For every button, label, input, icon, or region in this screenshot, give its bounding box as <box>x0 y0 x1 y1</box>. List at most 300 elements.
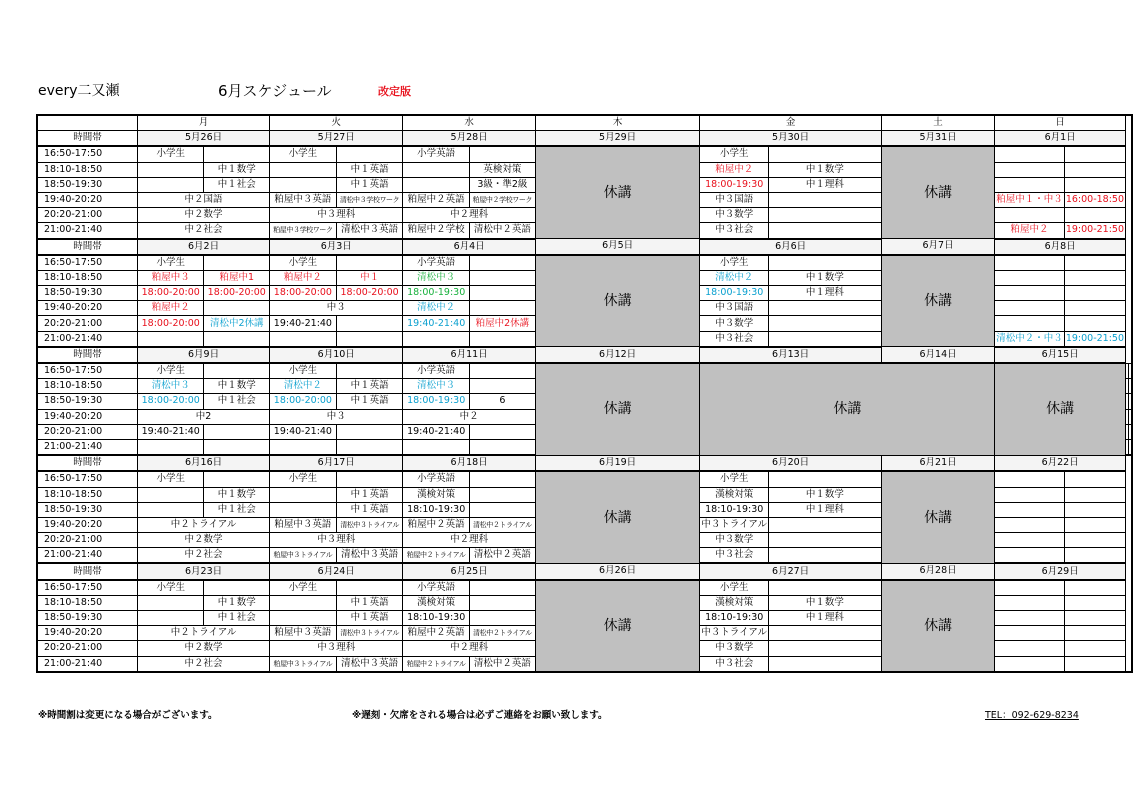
corner-cell <box>37 115 138 131</box>
class-cell: 中１理科 <box>768 611 881 626</box>
class-cell <box>995 517 1065 532</box>
date-cell: 6月8日 <box>995 239 1126 255</box>
class-cell <box>469 611 535 626</box>
class-cell: 中１理科 <box>768 177 881 192</box>
class-cell <box>768 208 881 223</box>
class-cell <box>1064 146 1125 162</box>
class-cell: 小学英語 <box>403 363 470 379</box>
class-cell <box>995 471 1065 487</box>
class-cell <box>204 255 270 271</box>
class-cell: 小学生 <box>700 255 769 271</box>
date-cell: 6月6日 <box>700 239 881 255</box>
class-cell <box>336 424 403 439</box>
class-cell: 19:40-21:40 <box>270 424 337 439</box>
class-cell: 18:10-19:30 <box>700 611 769 626</box>
class-cell: 19:00-21:50 <box>1064 331 1125 347</box>
class-cell: 漢検対策 <box>403 487 470 502</box>
time-slot-row <box>37 363 1132 379</box>
time-slot-cell: 19:40-20:20 <box>37 192 138 207</box>
revision-label: 改定版 <box>378 85 411 98</box>
class-cell <box>1064 255 1125 271</box>
class-cell: 19:40-21:40 <box>403 424 470 439</box>
date-cell: 6月12日 <box>535 347 700 363</box>
closed-day-cell: 休講 <box>535 146 700 238</box>
date-row <box>37 239 1132 255</box>
time-slot-cell: 18:10-18:50 <box>37 379 138 394</box>
class-cell: 3級・準2級 <box>469 177 535 192</box>
class-cell: 小学生 <box>270 580 337 596</box>
class-cell <box>336 255 403 271</box>
class-cell <box>768 626 881 641</box>
date-cell: 5月31日 <box>881 131 994 147</box>
class-cell <box>768 656 881 672</box>
class-cell: 小学英語 <box>403 146 470 162</box>
time-slot-cell: 16:50-17:50 <box>37 580 138 596</box>
date-cell: 6月21日 <box>881 455 994 471</box>
class-cell: 中１理科 <box>768 502 881 517</box>
class-cell: 清松中３ <box>403 379 470 394</box>
class-cell <box>1064 487 1125 502</box>
day-header-cell: 水 <box>403 115 535 131</box>
closed-day-cell: 休講 <box>995 363 1126 455</box>
class-cell: 清松中３英語 <box>336 223 403 239</box>
date-cell: 6月16日 <box>138 455 270 471</box>
class-cell: 粕屋中２学校 <box>403 223 470 239</box>
class-cell <box>204 424 270 439</box>
class-cell: 粕屋中２英語 <box>403 192 470 207</box>
date-cell: 6月20日 <box>700 455 881 471</box>
class-cell <box>995 656 1065 672</box>
class-cell: 中３理科 <box>270 208 403 223</box>
class-cell <box>995 208 1065 223</box>
class-cell: 中２社会 <box>138 548 270 564</box>
class-cell <box>469 363 535 379</box>
class-cell: 中２トライアル <box>138 626 270 641</box>
class-cell: 中３数学 <box>700 533 769 548</box>
class-cell: 中１英語 <box>336 379 403 394</box>
class-cell: 中１数学 <box>204 487 270 502</box>
class-cell: 中１数学 <box>768 162 881 177</box>
class-cell: 粕屋中２ <box>270 270 337 285</box>
class-cell: 小学生 <box>138 255 204 271</box>
class-cell: 19:00-21:50 <box>1064 223 1125 239</box>
time-slot-cell: 18:10-18:50 <box>37 595 138 610</box>
date-cell: 6月25日 <box>403 563 535 579</box>
class-cell <box>204 439 270 455</box>
date-cell: 6月24日 <box>270 563 403 579</box>
time-slot-header: 時間帯 <box>37 131 138 147</box>
class-cell <box>204 471 270 487</box>
class-cell <box>204 363 270 379</box>
class-cell <box>138 487 204 502</box>
date-cell: 6月3日 <box>270 239 403 255</box>
class-cell <box>768 316 881 331</box>
class-cell: 清松中２・中３ <box>995 331 1065 347</box>
class-cell <box>1064 611 1125 626</box>
class-cell: 中２数学 <box>138 208 270 223</box>
class-cell: 中３社会 <box>700 223 769 239</box>
class-cell: 18:00-20:00 <box>138 316 204 331</box>
class-cell: 中３理科 <box>270 641 403 656</box>
footer-tel: TEL：092-629-8234 <box>985 710 1079 721</box>
date-cell: 6月2日 <box>138 239 270 255</box>
class-cell <box>768 223 881 239</box>
class-cell: 小学生 <box>138 363 204 379</box>
time-slot-cell: 18:10-18:50 <box>37 162 138 177</box>
class-cell: 中３数学 <box>700 208 769 223</box>
class-cell: 中１数学 <box>768 487 881 502</box>
date-cell: 6月11日 <box>403 347 535 363</box>
class-cell: 中２社会 <box>138 656 270 672</box>
class-cell <box>768 331 881 347</box>
day-header-cell: 土 <box>881 115 994 131</box>
class-cell: 中１英語 <box>336 502 403 517</box>
class-cell: 18:00-20:00 <box>336 286 403 301</box>
class-cell <box>1064 208 1125 223</box>
footer-note-schedule-change: ※時間割は変更になる場合がございます。 <box>38 710 218 721</box>
class-cell <box>1129 379 1133 394</box>
time-slot-cell: 20:20-21:00 <box>37 316 138 331</box>
class-cell: 中３社会 <box>700 656 769 672</box>
class-cell <box>270 611 337 626</box>
class-cell: 中３ <box>270 301 403 316</box>
class-cell: 18:00-20:00 <box>138 286 204 301</box>
class-cell <box>270 487 337 502</box>
class-cell <box>1064 286 1125 301</box>
time-slot-cell: 19:40-20:20 <box>37 626 138 641</box>
class-cell: 中１英語 <box>336 611 403 626</box>
time-slot-row <box>37 580 1132 596</box>
class-cell <box>768 533 881 548</box>
class-cell: 中３国語 <box>700 301 769 316</box>
date-cell: 5月28日 <box>403 131 535 147</box>
class-cell <box>995 162 1065 177</box>
class-cell: 小学生 <box>138 471 204 487</box>
class-cell: 小学英語 <box>403 580 470 596</box>
class-cell: 清松中２トライアル <box>469 626 535 641</box>
class-cell <box>1064 270 1125 285</box>
class-cell <box>1064 595 1125 610</box>
class-cell <box>1064 301 1125 316</box>
day-header-cell: 木 <box>535 115 700 131</box>
date-cell: 6月28日 <box>881 563 994 579</box>
class-cell: 中２ <box>403 409 535 424</box>
time-slot-row <box>37 146 1132 162</box>
time-slot-cell: 18:50-19:30 <box>37 177 138 192</box>
class-cell <box>138 439 204 455</box>
class-cell <box>1129 409 1133 424</box>
class-cell <box>138 331 204 347</box>
class-cell: 中２国語 <box>138 192 270 207</box>
time-slot-cell: 18:50-19:30 <box>37 611 138 626</box>
class-cell <box>403 439 470 455</box>
time-slot-cell: 19:40-20:20 <box>37 409 138 424</box>
class-cell: 清松中２ <box>403 301 470 316</box>
class-cell: 粕屋中２トライアル <box>403 548 470 564</box>
class-cell: 中３トライアル <box>700 517 769 532</box>
time-slot-cell: 16:50-17:50 <box>37 363 138 379</box>
class-cell: 中１数学 <box>768 270 881 285</box>
class-cell: 中１英語 <box>336 177 403 192</box>
time-slot-cell: 16:50-17:50 <box>37 471 138 487</box>
class-cell: 清松中２ <box>270 379 337 394</box>
class-cell: 中３数学 <box>700 641 769 656</box>
class-cell <box>995 487 1065 502</box>
class-cell <box>1064 316 1125 331</box>
date-cell: 6月23日 <box>138 563 270 579</box>
class-cell: 6 <box>469 394 535 409</box>
class-cell <box>995 177 1065 192</box>
class-cell: 粕屋中２トライアル <box>403 656 470 672</box>
class-cell: 中３社会 <box>700 548 769 564</box>
class-cell: 清松中３学校ワーク <box>336 192 403 207</box>
class-cell: 粕屋中３英語 <box>270 192 337 207</box>
class-cell: 中１社会 <box>204 394 270 409</box>
class-cell <box>995 626 1065 641</box>
class-cell: 中１数学 <box>204 595 270 610</box>
date-cell: 6月7日 <box>881 239 994 255</box>
class-cell <box>1064 626 1125 641</box>
class-cell <box>1064 548 1125 564</box>
class-cell <box>469 255 535 271</box>
time-slot-cell: 20:20-21:00 <box>37 424 138 439</box>
class-cell <box>1064 656 1125 672</box>
class-cell: 18:10-19:30 <box>700 502 769 517</box>
class-cell: 小学生 <box>138 580 204 596</box>
class-cell: 18:00-20:00 <box>138 394 204 409</box>
time-slot-cell: 18:50-19:30 <box>37 394 138 409</box>
closed-day-cell: 休講 <box>535 255 700 347</box>
date-cell: 5月27日 <box>270 131 403 147</box>
class-cell <box>469 301 535 316</box>
class-cell: 小学生 <box>270 363 337 379</box>
time-slot-cell: 20:20-21:00 <box>37 533 138 548</box>
class-cell: 16:00-18:50 <box>1064 192 1125 207</box>
class-cell: 中２理科 <box>403 533 535 548</box>
class-cell: 中３トライアル <box>700 626 769 641</box>
closed-day-cell: 休講 <box>535 363 700 455</box>
class-cell <box>995 502 1065 517</box>
class-cell: 中１英語 <box>336 487 403 502</box>
time-slot-cell: 20:20-21:00 <box>37 641 138 656</box>
date-cell: 6月9日 <box>138 347 270 363</box>
schedule-table <box>36 114 1133 673</box>
class-cell <box>138 611 204 626</box>
class-cell: 清松中２ <box>700 270 769 285</box>
class-cell: 粕屋中２ <box>700 162 769 177</box>
class-cell <box>469 331 535 347</box>
date-cell: 6月29日 <box>995 563 1126 579</box>
class-cell <box>1064 641 1125 656</box>
class-cell <box>469 379 535 394</box>
class-cell <box>336 316 403 331</box>
class-cell: 中２数学 <box>138 641 270 656</box>
class-cell <box>768 301 881 316</box>
class-cell: 清松中３トライアル <box>336 517 403 532</box>
class-cell <box>768 146 881 162</box>
class-cell: 粕屋中３英語 <box>270 626 337 641</box>
class-cell <box>403 331 470 347</box>
class-cell <box>995 270 1065 285</box>
class-cell: 中１ <box>336 270 403 285</box>
class-cell <box>204 331 270 347</box>
class-cell: 英検対策 <box>469 162 535 177</box>
class-cell <box>469 286 535 301</box>
class-cell <box>403 177 470 192</box>
class-cell <box>768 255 881 271</box>
class-cell: 清松中２英語 <box>469 656 535 672</box>
class-cell <box>995 146 1065 162</box>
date-cell: 6月19日 <box>535 455 700 471</box>
class-cell <box>1064 177 1125 192</box>
class-cell: 粕屋中２英語 <box>403 626 470 641</box>
date-cell: 6月13日 <box>700 347 881 363</box>
class-cell: 中３ <box>270 409 403 424</box>
class-cell: 中１理科 <box>768 286 881 301</box>
class-cell <box>469 146 535 162</box>
class-cell <box>336 580 403 596</box>
time-slot-cell: 21:00-21:40 <box>37 548 138 564</box>
closed-day-cell: 休講 <box>700 363 995 455</box>
class-cell <box>1129 363 1133 379</box>
class-cell <box>204 580 270 596</box>
date-row <box>37 455 1132 471</box>
class-cell <box>1064 580 1125 596</box>
class-cell: 中３社会 <box>700 331 769 347</box>
date-cell: 6月4日 <box>403 239 535 255</box>
class-cell: 小学生 <box>700 471 769 487</box>
class-cell <box>768 517 881 532</box>
time-slot-cell: 21:00-21:40 <box>37 223 138 239</box>
class-cell: 18:00-19:30 <box>403 394 470 409</box>
class-cell: 小学英語 <box>403 255 470 271</box>
class-cell: 粕屋中３学校ワーク <box>270 223 337 239</box>
time-slot-cell: 19:40-20:20 <box>37 517 138 532</box>
class-cell <box>469 487 535 502</box>
date-cell: 6月1日 <box>995 131 1126 147</box>
class-cell: 18:00-20:00 <box>270 286 337 301</box>
time-slot-cell: 20:20-21:00 <box>37 208 138 223</box>
time-slot-cell: 19:40-20:20 <box>37 301 138 316</box>
class-cell <box>469 595 535 610</box>
class-cell <box>1129 394 1133 409</box>
class-cell: 中２理科 <box>403 641 535 656</box>
class-cell <box>995 255 1065 271</box>
class-cell <box>995 301 1065 316</box>
class-cell <box>768 471 881 487</box>
class-cell <box>336 331 403 347</box>
closed-day-cell: 休講 <box>881 146 994 238</box>
class-cell: 粕屋中２英語 <box>403 517 470 532</box>
time-slot-cell: 18:10-18:50 <box>37 270 138 285</box>
class-cell: 清松中３英語 <box>336 548 403 564</box>
day-header-cell: 火 <box>270 115 403 131</box>
closed-day-cell: 休講 <box>881 471 994 563</box>
class-cell: 中１社会 <box>204 611 270 626</box>
date-cell: 6月27日 <box>700 563 881 579</box>
class-cell <box>270 502 337 517</box>
class-cell: 中３国語 <box>700 192 769 207</box>
class-cell: 小学生 <box>700 146 769 162</box>
time-slot-cell: 21:00-21:40 <box>37 656 138 672</box>
class-cell: 小学生 <box>270 255 337 271</box>
day-header-row <box>37 115 1132 131</box>
class-cell: 中１数学 <box>204 162 270 177</box>
class-cell <box>336 363 403 379</box>
class-cell: 中１数学 <box>768 595 881 610</box>
class-cell <box>469 471 535 487</box>
day-header-cell: 金 <box>700 115 881 131</box>
class-cell: 中２社会 <box>138 223 270 239</box>
class-cell: 粕屋中３トライアル <box>270 656 337 672</box>
class-cell: 粕屋中３トライアル <box>270 548 337 564</box>
class-cell: 19:40-21:40 <box>270 316 337 331</box>
class-cell <box>1129 439 1133 455</box>
class-cell <box>995 611 1065 626</box>
class-cell: 18:00-19:30 <box>700 286 769 301</box>
class-cell: 清松中２英語 <box>469 548 535 564</box>
class-cell: 中2 <box>138 409 270 424</box>
class-cell <box>768 641 881 656</box>
class-cell: 漢検対策 <box>403 595 470 610</box>
time-slot-row <box>37 255 1132 271</box>
date-cell: 6月18日 <box>403 455 535 471</box>
time-slot-cell: 18:10-18:50 <box>37 487 138 502</box>
day-header-cell: 日 <box>995 115 1126 131</box>
class-cell: 清松中３ <box>138 379 204 394</box>
time-slot-header: 時間帯 <box>37 455 138 471</box>
class-cell: 18:00-20:00 <box>204 286 270 301</box>
class-cell <box>995 580 1065 596</box>
class-cell: 粕屋中１・中３ <box>995 192 1065 207</box>
class-cell <box>336 471 403 487</box>
class-cell <box>204 146 270 162</box>
class-cell: 清松中３トライアル <box>336 626 403 641</box>
date-cell: 6月5日 <box>535 239 700 255</box>
class-cell <box>270 595 337 610</box>
class-cell: 清松中３英語 <box>336 656 403 672</box>
class-cell: 小学生 <box>700 580 769 596</box>
class-cell <box>1064 162 1125 177</box>
class-cell: 18:00-19:30 <box>700 177 769 192</box>
class-cell: 漢検対策 <box>700 595 769 610</box>
class-cell <box>403 162 470 177</box>
date-row <box>37 131 1132 147</box>
class-cell <box>1064 471 1125 487</box>
class-cell: 中２トライアル <box>138 517 270 532</box>
date-cell: 6月17日 <box>270 455 403 471</box>
time-slot-cell: 16:50-17:50 <box>37 146 138 162</box>
class-cell: 18:10-19:30 <box>403 611 470 626</box>
time-slot-cell: 18:50-19:30 <box>37 502 138 517</box>
closed-day-cell: 休講 <box>881 580 994 672</box>
class-cell: 粕屋中1 <box>204 270 270 285</box>
class-cell <box>768 580 881 596</box>
class-cell: 19:40-21:40 <box>138 424 204 439</box>
class-cell: 粕屋中2休講 <box>469 316 535 331</box>
class-cell <box>138 162 204 177</box>
time-slot-cell: 21:00-21:40 <box>37 331 138 347</box>
class-cell: 中１英語 <box>336 394 403 409</box>
class-cell: 清松中２トライアル <box>469 517 535 532</box>
class-cell <box>768 548 881 564</box>
class-cell <box>204 301 270 316</box>
class-cell <box>336 439 403 455</box>
class-cell: 粕屋中２ <box>995 223 1065 239</box>
class-cell: 中１英語 <box>336 162 403 177</box>
class-cell <box>138 502 204 517</box>
class-cell <box>1064 533 1125 548</box>
